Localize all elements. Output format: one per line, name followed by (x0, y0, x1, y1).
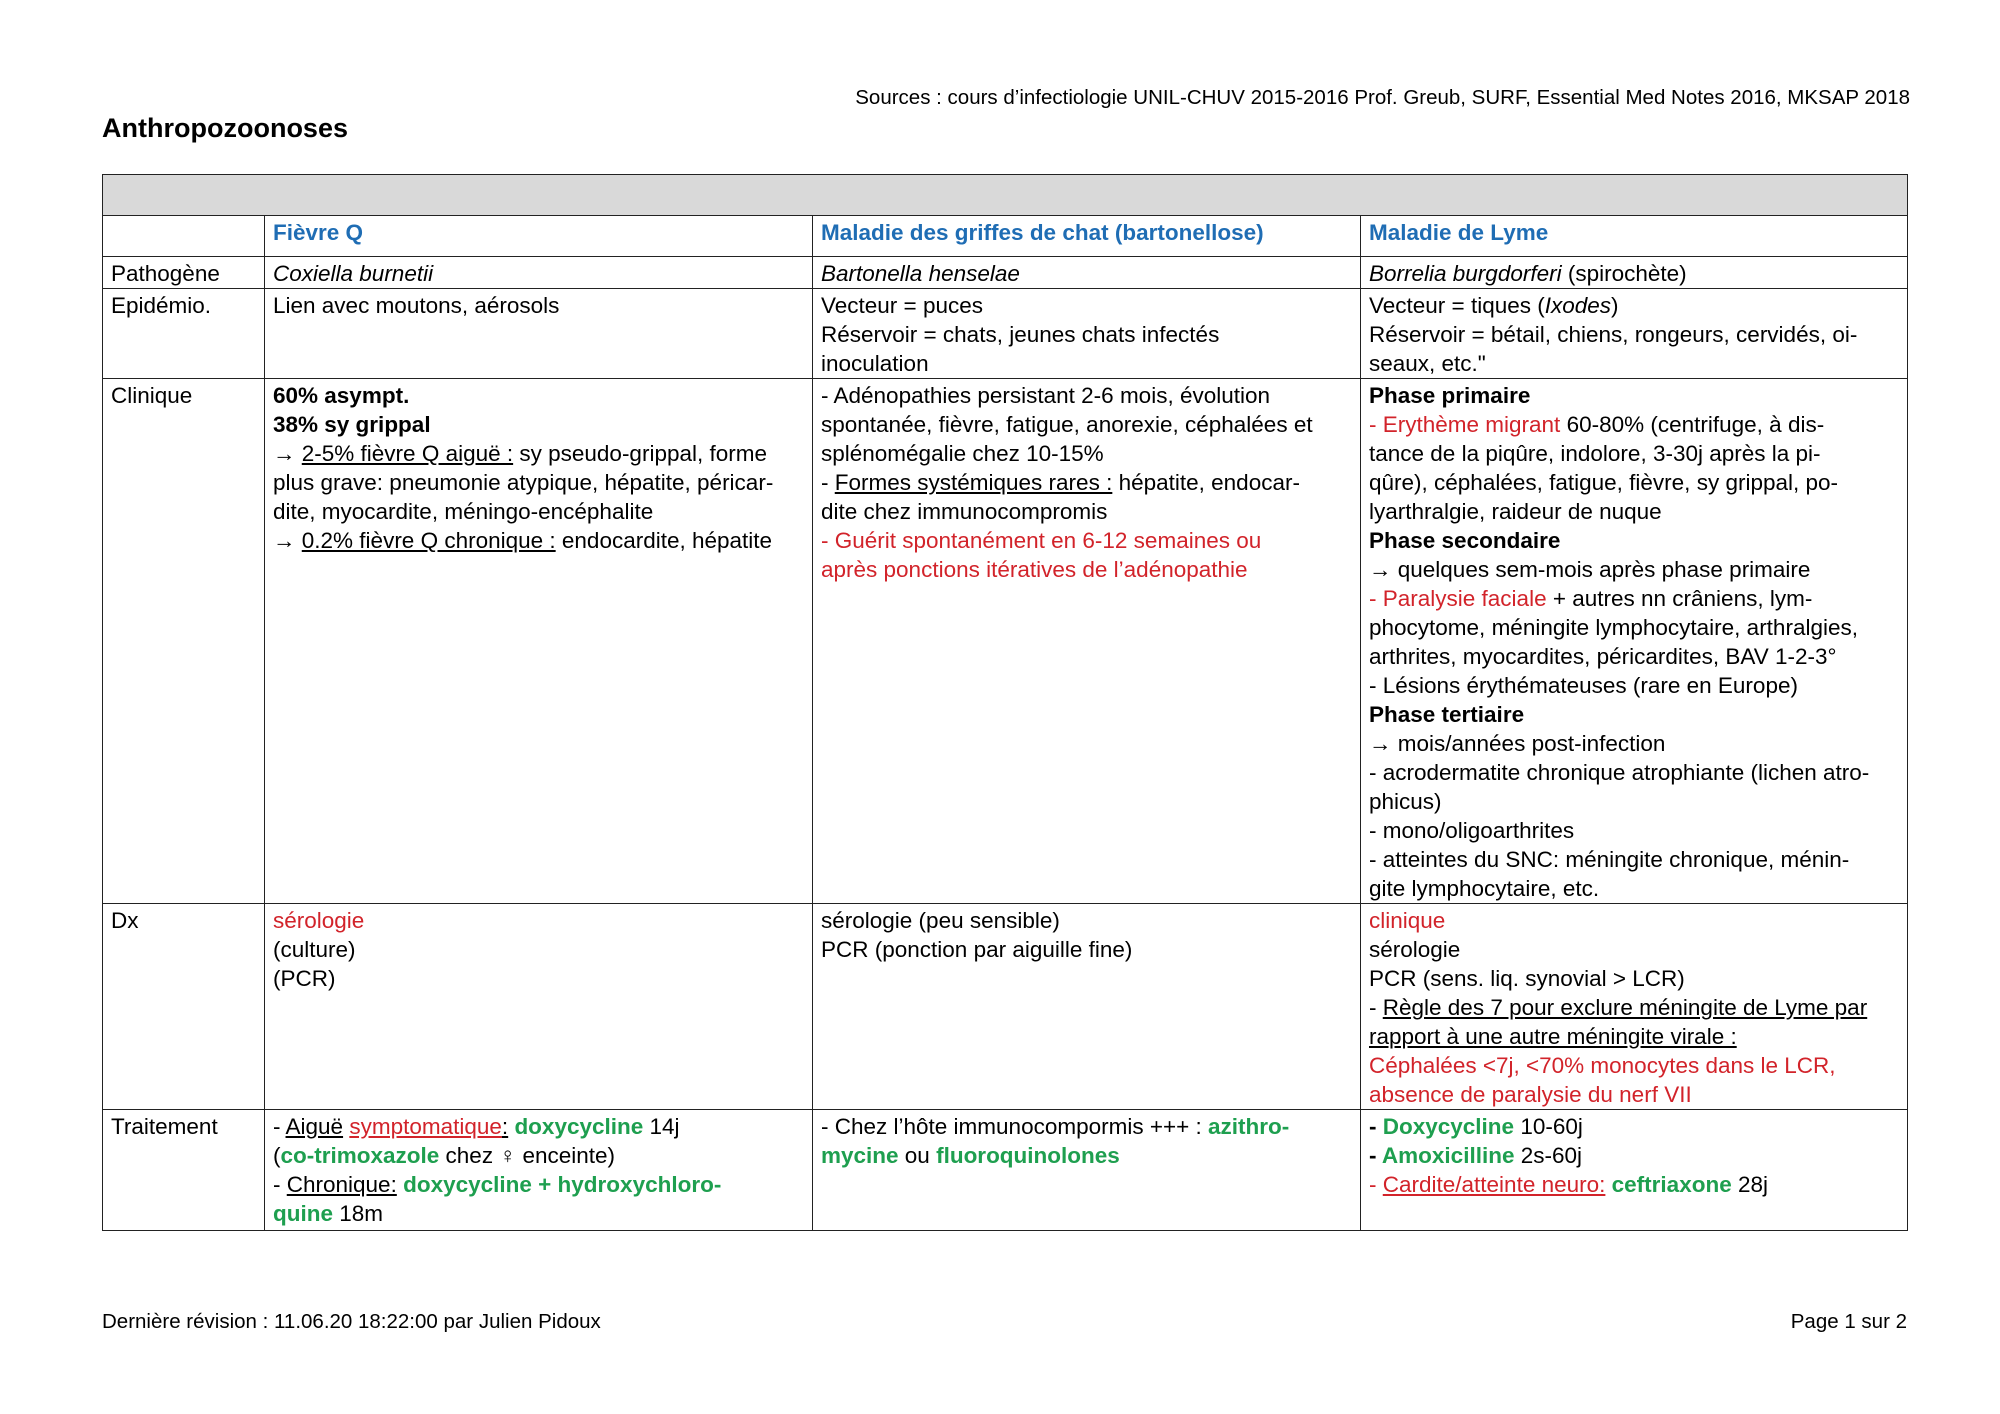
drug-name: Doxycycline (1382, 1114, 1515, 1139)
drug-name: quine (273, 1201, 333, 1226)
species-name: Coxiella burnetii (273, 261, 434, 286)
arrow-icon: → (273, 441, 302, 466)
species-note: (spirochète) (1561, 261, 1687, 286)
text-line (1369, 993, 1899, 1022)
drug-name: mycine (821, 1143, 899, 1168)
phase-heading: Phase tertiaire (1369, 702, 1525, 727)
text-fragment: Chronique: (286, 1172, 397, 1197)
text-line (273, 439, 804, 468)
text-fragment: - (821, 470, 835, 495)
text-line: splénomégalie chez 10-15% (821, 441, 1104, 466)
row-label-pathogene: Pathogène (103, 257, 265, 289)
column-header-row (103, 216, 1908, 257)
phase-heading: Phase secondaire (1369, 528, 1561, 553)
text-fragment: endocardite, hépatite (555, 528, 773, 553)
text-line: Réservoir = chats, jeunes chats infectés (821, 322, 1220, 347)
text-line: sérologie (1369, 937, 1461, 962)
text-line: dite chez immunocompromis (821, 499, 1108, 524)
text-fragment: ) (1611, 293, 1619, 318)
text-fragment: - (1369, 586, 1383, 611)
text-line: phicus) (1369, 789, 1442, 814)
text-line (821, 468, 1352, 497)
column-header-fievre-q: Fièvre Q (265, 216, 813, 257)
drug-name: ceftriaxone (1611, 1172, 1732, 1197)
text-fragment: 2s-60j (1514, 1143, 1583, 1168)
text-line: gite lymphocytaire, etc. (1369, 876, 1600, 901)
row-epidemio (103, 289, 1908, 379)
text-fragment: Aiguë (285, 1114, 344, 1139)
row-traitement (103, 1110, 1908, 1231)
row-pathogene (103, 257, 1908, 289)
text-line: arthrites, myocardites, péricardites, BAV 1-2-3° (1369, 644, 1837, 669)
text-fragment: 28j (1731, 1172, 1768, 1197)
text-fragment: - (1369, 1143, 1382, 1168)
text-line: PCR (sens. liq. synovial > LCR) (1369, 966, 1685, 991)
cell-epidemio-q: Lien avec moutons, aérosols (265, 289, 813, 379)
text-fragment: - (273, 1114, 286, 1139)
drug-name: co-trimoxazole (280, 1143, 440, 1168)
text-fragment: chez ♀ enceinte) (439, 1143, 616, 1168)
text-line: 60% asympt. (273, 383, 410, 408)
drug-name: azithro- (1208, 1114, 1290, 1139)
row-label-dx: Dx (103, 904, 265, 1110)
cell-dx-bart (813, 904, 1361, 1110)
text-line (1369, 410, 1899, 439)
cell-pathogene-bart (813, 257, 1361, 289)
text-line: rapport à une autre méningite virale : (1369, 1024, 1737, 1049)
row-label-traitement: Traitement (103, 1110, 265, 1231)
cell-pathogene-lyme (1361, 257, 1908, 289)
phase-heading: Phase primaire (1369, 383, 1531, 408)
text-fragment: 18m (333, 1201, 384, 1226)
cell-dx-lyme (1361, 904, 1908, 1110)
text-line: - Adénopathies persistant 2-6 mois, évolution (821, 383, 1271, 408)
sources-note: Sources : cours d’infectiologie UNIL-CHUV 2015-2016 Prof. Greub, SURF, Essential Med Notes 2016, MKSAP 2018 (855, 86, 1910, 109)
text-line: → quelques sem-mois après phase primaire (1369, 557, 1811, 582)
text-line: Vecteur = puces (821, 293, 983, 318)
text-line (1369, 1112, 1899, 1141)
text-fragment: Règle des 7 pour exclure méningite de Lyme par (1382, 995, 1868, 1020)
drug-name: doxycycline + hydroxychloro- (403, 1172, 722, 1197)
text-fragment: - (1369, 995, 1383, 1020)
text-line (1369, 291, 1899, 320)
column-header-bartonellose: Maladie des griffes de chat (bartonellose) (813, 216, 1361, 257)
row-dx (103, 904, 1908, 1110)
text-line (273, 1170, 804, 1199)
text-fragment: 14j (643, 1114, 680, 1139)
text-line (1369, 1170, 1899, 1199)
text-fragment: Paralysie faciale (1382, 586, 1547, 611)
genus-name: Ixodes (1544, 293, 1612, 318)
species-name: Bartonella henselae (821, 261, 1020, 286)
cell-traitement-lyme (1361, 1110, 1908, 1231)
drug-name: fluoroquinolones (936, 1143, 1120, 1168)
text-fragment: hépatite, endocar- (1112, 470, 1300, 495)
cell-clinique-lyme (1361, 379, 1908, 904)
text-line (273, 526, 804, 555)
text-line: sérologie (273, 908, 365, 933)
text-line: Réservoir = bétail, chiens, rongeurs, cervidés, oi- (1369, 322, 1858, 347)
text-line: → mois/années post-infection (1369, 731, 1666, 756)
text-line: 38% sy grippal (273, 412, 431, 437)
cell-clinique-q (265, 379, 813, 904)
text-fragment: 10-60j (1514, 1114, 1583, 1139)
text-line: - atteintes du SNC: méningite chronique, ménin- (1369, 847, 1850, 872)
text-fragment: 2-5% fièvre Q aiguë : (301, 441, 514, 466)
cell-traitement-q (265, 1110, 813, 1231)
drug-name: doxycycline (514, 1114, 644, 1139)
cell-pathogene-q (265, 257, 813, 289)
text-fragment: sy pseudo-grippal, forme (513, 441, 767, 466)
arrow-icon: → (273, 528, 302, 553)
text-line: - mono/oligoarthrites (1369, 818, 1575, 843)
text-line (821, 1112, 1352, 1141)
text-line: dite, myocardite, méningo-encéphalite (273, 499, 654, 524)
cell-epidemio-bart (813, 289, 1361, 379)
text-line: PCR (ponction par aiguille fine) (821, 937, 1133, 962)
text-line: sérologie (peu sensible) (821, 908, 1060, 933)
text-fragment: - (1369, 412, 1383, 437)
text-line: - Lésions érythémateuses (rare en Europe) (1369, 673, 1798, 698)
text-line (273, 1112, 804, 1141)
drug-name: Amoxicilline (1381, 1143, 1515, 1168)
text-line: après ponctions itératives de l’adénopathie (821, 557, 1248, 582)
row-clinique (103, 379, 1908, 904)
last-revision-note: Dernière révision : 11.06.20 18:22:00 par Julien Pidoux (102, 1310, 601, 1333)
column-header-lyme: Maladie de Lyme (1361, 216, 1908, 257)
text-line: lyarthralgie, raideur de nuque (1369, 499, 1662, 524)
text-fragment: Formes systémiques rares : (834, 470, 1113, 495)
text-line (1369, 584, 1899, 613)
row-label-clinique: Clinique (103, 379, 265, 904)
cell-epidemio-lyme (1361, 289, 1908, 379)
text-line: seaux, etc." (1369, 351, 1486, 376)
text-fragment: ou (898, 1143, 937, 1168)
row-label-epidemio: Epidémio. (103, 289, 265, 379)
anthropozoonoses-table (102, 174, 1908, 1231)
text-line: inoculation (821, 351, 929, 376)
text-line: spontanée, fièvre, fatigue, anorexie, céphalées et (821, 412, 1313, 437)
text-fragment: Cardite/atteinte neuro: (1382, 1172, 1606, 1197)
table-header-band (103, 175, 1908, 216)
text-line: tance de la piqûre, indolore, 3-30j après la pi- (1369, 441, 1821, 466)
text-fragment: - (1369, 1114, 1383, 1139)
text-line: plus grave: pneumonie atypique, hépatite, péricar- (273, 470, 774, 495)
cell-dx-q (265, 904, 813, 1110)
document-title: Anthropozoonoses (102, 113, 348, 143)
text-fragment: Erythème migrant (1382, 412, 1561, 437)
text-line: absence de paralysie du nerf VII (1369, 1082, 1692, 1107)
text-fragment: : (501, 1114, 509, 1139)
text-fragment: - Chez l’hôte immunocompormis +++ : (821, 1114, 1209, 1139)
text-fragment: 60-80% (centrifuge, à dis- (1560, 412, 1825, 437)
text-fragment: 0.2% fièvre Q chronique : (301, 528, 556, 553)
text-fragment: symptomatique (349, 1114, 502, 1139)
text-fragment: ( (273, 1143, 281, 1168)
text-line: clinique (1369, 908, 1446, 933)
text-line: phocytome, méningite lymphocytaire, arthralgies, (1369, 615, 1858, 640)
text-fragment: - (1369, 1172, 1383, 1197)
text-fragment: + autres nn crâniens, lym- (1546, 586, 1813, 611)
text-line (821, 1141, 1352, 1170)
text-fragment: Vecteur = tiques ( (1369, 293, 1545, 318)
text-fragment: - (273, 1172, 287, 1197)
text-line: (PCR) (273, 966, 336, 991)
cell-traitement-bart (813, 1110, 1361, 1231)
text-line: - acrodermatite chronique atrophiante (lichen atro- (1369, 760, 1870, 785)
page-number: Page 1 sur 2 (1790, 1310, 1907, 1333)
text-line (1369, 1141, 1899, 1170)
text-line: (culture) (273, 937, 356, 962)
text-line: Céphalées <7j, <70% monocytes dans le LCR, (1369, 1053, 1836, 1078)
header-band-cell (103, 175, 1908, 216)
text-line: qûre), céphalées, fatigue, fièvre, sy grippal, po- (1369, 470, 1839, 495)
text-line (273, 1199, 804, 1228)
cell-clinique-bart (813, 379, 1361, 904)
text-line (273, 1141, 804, 1170)
text-line: - Guérit spontanément en 6-12 semaines ou (821, 528, 1262, 553)
species-name: Borrelia burgdorferi (1369, 261, 1562, 286)
corner-cell (103, 216, 265, 257)
